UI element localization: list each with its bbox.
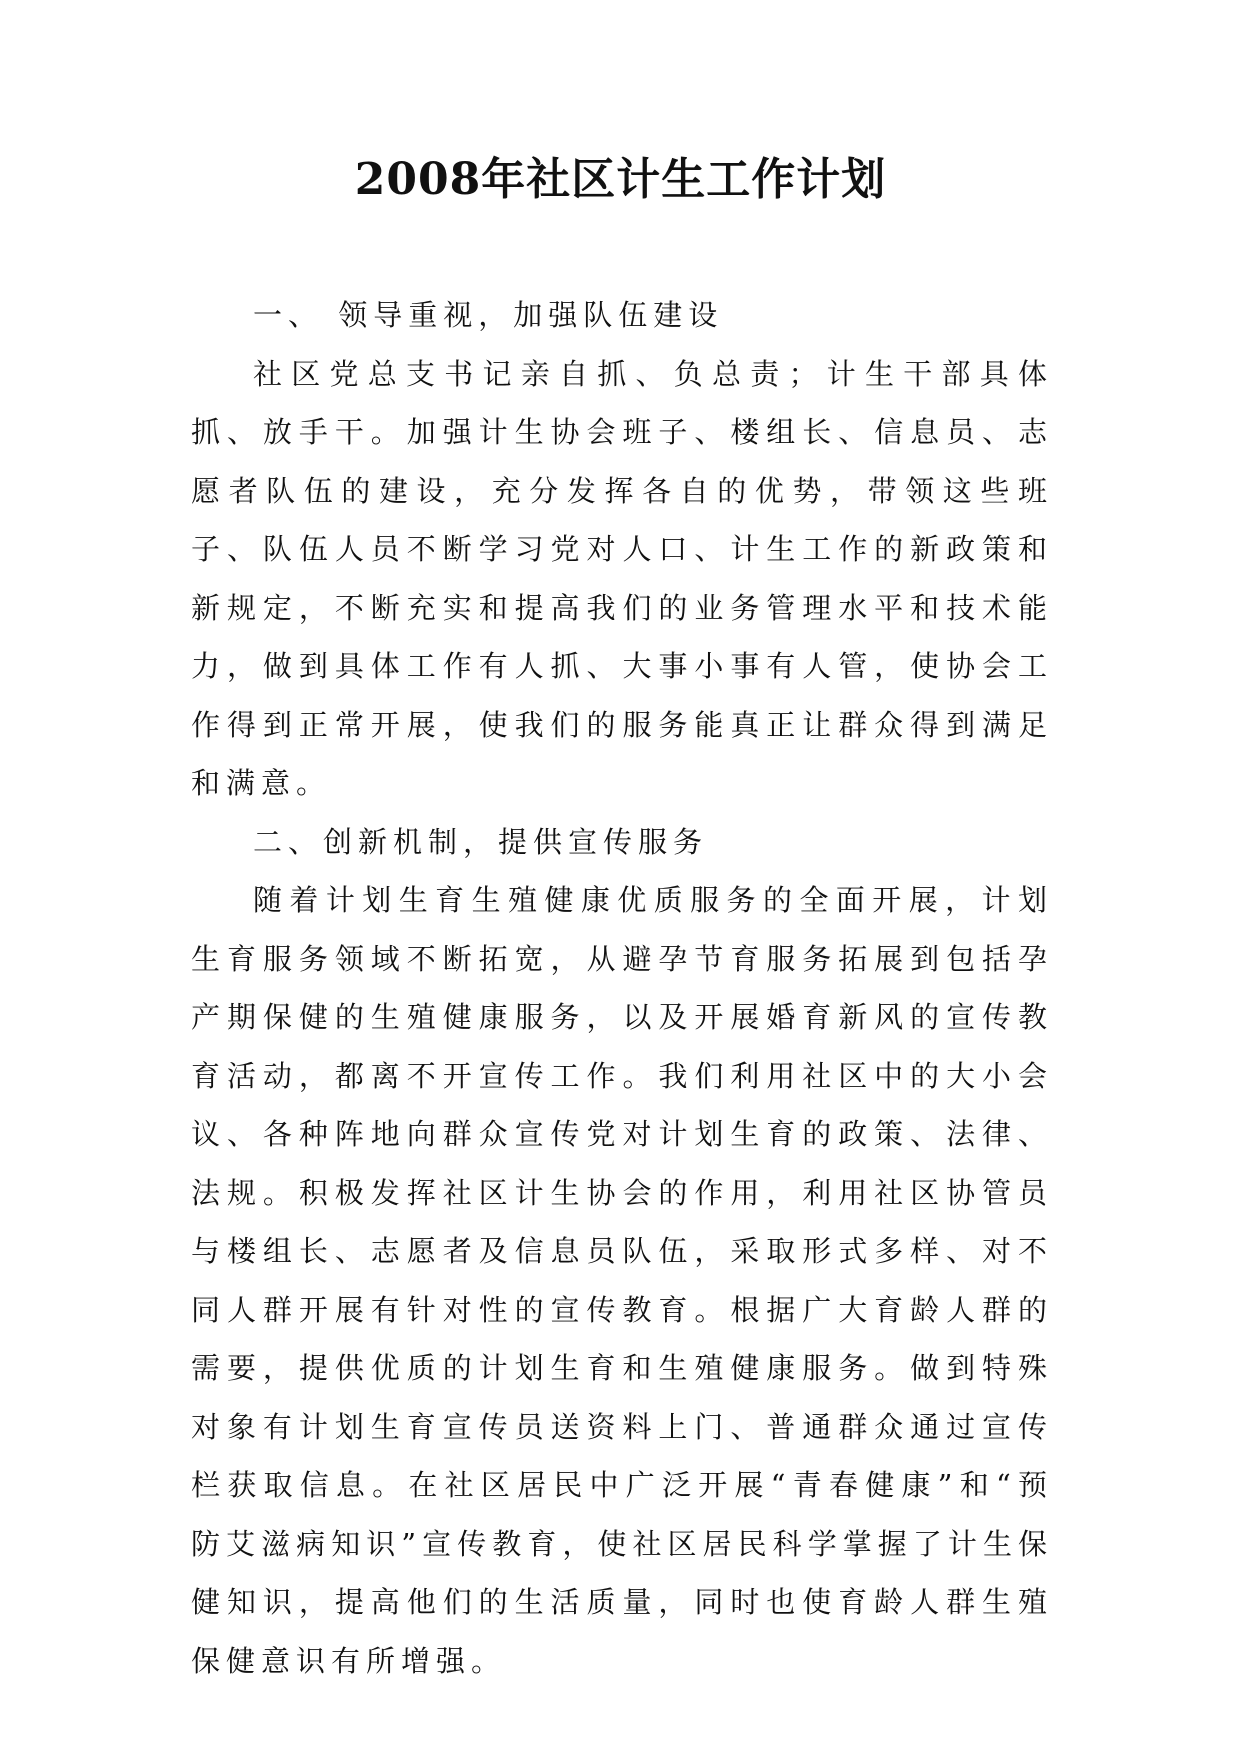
section-heading-1: 一、 领导重视，加强队伍建设: [253, 298, 724, 332]
document-title: 2008年社区计生工作计划: [354, 154, 887, 205]
section-paragraph-1: 社区党总支书记亲自抓、负总责；计生干部具体抓、放手干。加强计生协会班子、楼组长、信息员、志愿者队伍的建设，充分发挥各自的优势，带领这些班子、队伍人员不断学习党对人口、计生工作的新政策和新规定，不断充实和提高我们的业务管理水平和技术能力，做到具体工作有人抓、大事小事有人管，使协会工作得到正常开展，使我们的服务能真正让群众得到满足和满意。: [191, 356, 1053, 800]
document-body: [191, 286, 1053, 1690]
section-paragraph-2: 随着计划生育生殖健康优质服务的全面开展，计划生育服务领域不断拓宽，从避孕节育服务拓展到包括孕产期保健的生殖健康服务，以及开展婚育新风的宣传教育活动，都离不开宣传工作。我们利用社区中的大小会议、各种阵地向群众宣传党对计划生育的政策、法律、法规。积极发挥社区计生协会的作用，利用社区协管员与楼组长、志愿者及信息员队伍，采取形式多样、对不同人群开展有针对性的宣传教育。根据广大育龄人群的需要，提供优质的计划生育和生殖健康服务。做到特殊对象有计划生育宣传员送资料上门、普通群众通过宣传栏获取信息。在社区居民中广泛开展“青春健康”和“预防艾滋病知识”宣传教育，使社区居民科学掌握了计生保健知识，提高他们的生活质量，同时也使育龄人群生殖保健意识有所增强。: [191, 883, 1053, 1678]
section-heading-2: 二、创新机制，提供宣传服务: [253, 824, 709, 859]
